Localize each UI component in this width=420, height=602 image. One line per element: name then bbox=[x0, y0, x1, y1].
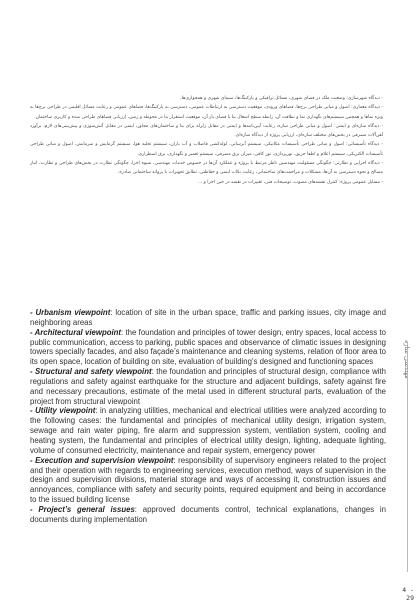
side-title-text: مهندسی سازه bbox=[403, 340, 411, 379]
persian-text-block bbox=[30, 94, 383, 187]
english-paragraph-execution bbox=[30, 456, 386, 505]
english-label: - Urbanism viewpoint bbox=[30, 308, 111, 317]
english-text: : the foundation and principles of structural design, compliance with regulations and safety against earthquake for the structure and adjacent buildings, safety against fire and necessary precautions, estimate of the metal used in different structural parts, evaluation of the project from structural viewpoint bbox=[30, 367, 386, 406]
english-label: - Structural and safety viewpoint bbox=[30, 367, 152, 377]
english-text: : approved documents control, technical explanations, changes in documents during implementation bbox=[30, 504, 386, 524]
page-number: 4 - 29 bbox=[402, 586, 414, 602]
english-text-block bbox=[30, 308, 386, 525]
english-paragraph-architecture bbox=[30, 328, 386, 367]
side-running-title bbox=[395, 340, 415, 540]
persian-paragraph-structure: - دیدگاه سازه‌ای و ایمنی: اصول و مبانی طراحی سازه، رعایت آیین‌نامه‌ها و ایمنی در مقابل زلزله برای بنا و ساختمان‌های مجاور، ایمنی در مقابل آتش‌سوزی و پیش‌بینی‌های لازم، برآورد آهن‌آلات مصرفی در بخش‌های مختلف سازه‌ای، ارزیابی پروژه از دیدگاه سازه‌ای. bbox=[30, 123, 383, 139]
english-paragraph-structure bbox=[30, 367, 386, 406]
english-text: : the foundation and principles of tower design, entry spaces, local access to public communication, access to parking, public spaces and observance of climatic issues in designing towers specially facades, and also façade’s maintenance and cleaning systems, relation of floor area to its open space, location of building on site, evaluation of building’s designed and functioning spaces bbox=[30, 327, 386, 367]
persian-paragraph-general: - مسایل عمومی پروژه: کنترل نقشه‌های مصوب، توضیحات فنی، تغییرات در نقشه در حین اجرا و ... bbox=[197, 179, 383, 185]
english-paragraph-general bbox=[30, 505, 386, 525]
english-label: - Execution and supervision viewpoint bbox=[30, 455, 174, 465]
english-paragraph-urbanism bbox=[30, 308, 386, 328]
english-text: : responsibility of supervisory engineers related to the project and their operation with regards to engineering services, execution method, ways of supervision in the design and supervision divisions, material storage and ways of accessing it, construction issues and annoyances, compliance with safety and security points, required equipment and being in accordance to the issued building license bbox=[30, 455, 386, 505]
persian-paragraph-architecture: - دیدگاه معماری: اصول و مبانی طراحی برج‌ها، فضاهای ورودی، موقعیت دسترسی به ارتباطات عمومی، دسترسی به پارکینگ‌ها، فضاهای عمومی و رعایت مسائل اقلیمی در طراحی برج‌ها به ویژه نماها و همچنین سیستم‌های نگهداری نما و نظافت آن، رابطه سطح اشغال بنا با فضای باز آن، موقعیت استقرار بنا در محوطه و زمین، ارزیابی فضاهای طراحی شده و کاربری ساختمان. bbox=[30, 105, 383, 120]
english-text: : location of site in the urban space, traffic and parking issues, city image and neighboring areas bbox=[30, 308, 386, 327]
english-label: - Utility viewpoint bbox=[30, 406, 96, 416]
persian-paragraph-execution: - دیدگاه اجرایی و نظارتی: چگونگی مسئولیت مهندسین ناظر مرتبط با پروژه و عملکرد آن‌ها در خصوص خدمات مهندسی، شیوه اجرا، چگونگی نظارت در بخش‌های طراحی و نظارت، انبار مصالح و نحوه دسترسی به آن‌ها، مشکلات و مزاحمت‌های ساختمانی، رعایت نکات ایمنی و حفاظتی، تطابق تجهیزات با پروانه ساختمانی صادره. bbox=[30, 161, 383, 176]
english-label: - Project’s general issues bbox=[30, 504, 135, 514]
english-text: : in analyzing utilities, mechanical and electrical utilities were analyzed according to the following cases: the fundamental and principles of mechanical utility design, irrigation system, sewage and rain water piping, fire alarm and suppression system, ventilation system, cooling and heating system, the fundamental and principles of electrical utility design, lighting, adequate lighting, volume of consumed electricity, maintenance and repair system, emergency power bbox=[30, 406, 386, 455]
persian-paragraph-urbanism: - دیدگاه شهرسازی: وضعیت ملک در فضای شهری، مسائل ترافیکی و پارکینگ‌ها، سیمای شهری و همجواری‌ها. bbox=[180, 96, 383, 101]
english-label: - Architectural viewpoint bbox=[30, 327, 122, 337]
english-paragraph-utility bbox=[30, 406, 386, 455]
persian-paragraph-utility: - دیدگاه تأسیساتی: اصول و مبانی طراحی تأسیسات مکانیکی، سیستم آبرسانی، لوله‌کشی فاضلاب و آب باران، سیستم تخلیه هوا، سیستم گرمایش و سرمایش، اصول و مبانی طراحی تأسیسات الکتریکی، سیستم اعلام و اطفا حریق، نورپردازی، نور کافی، میزان برق مصرفی، سیستم تعمیر و نگهداری، برق اضطراری. bbox=[30, 142, 383, 157]
